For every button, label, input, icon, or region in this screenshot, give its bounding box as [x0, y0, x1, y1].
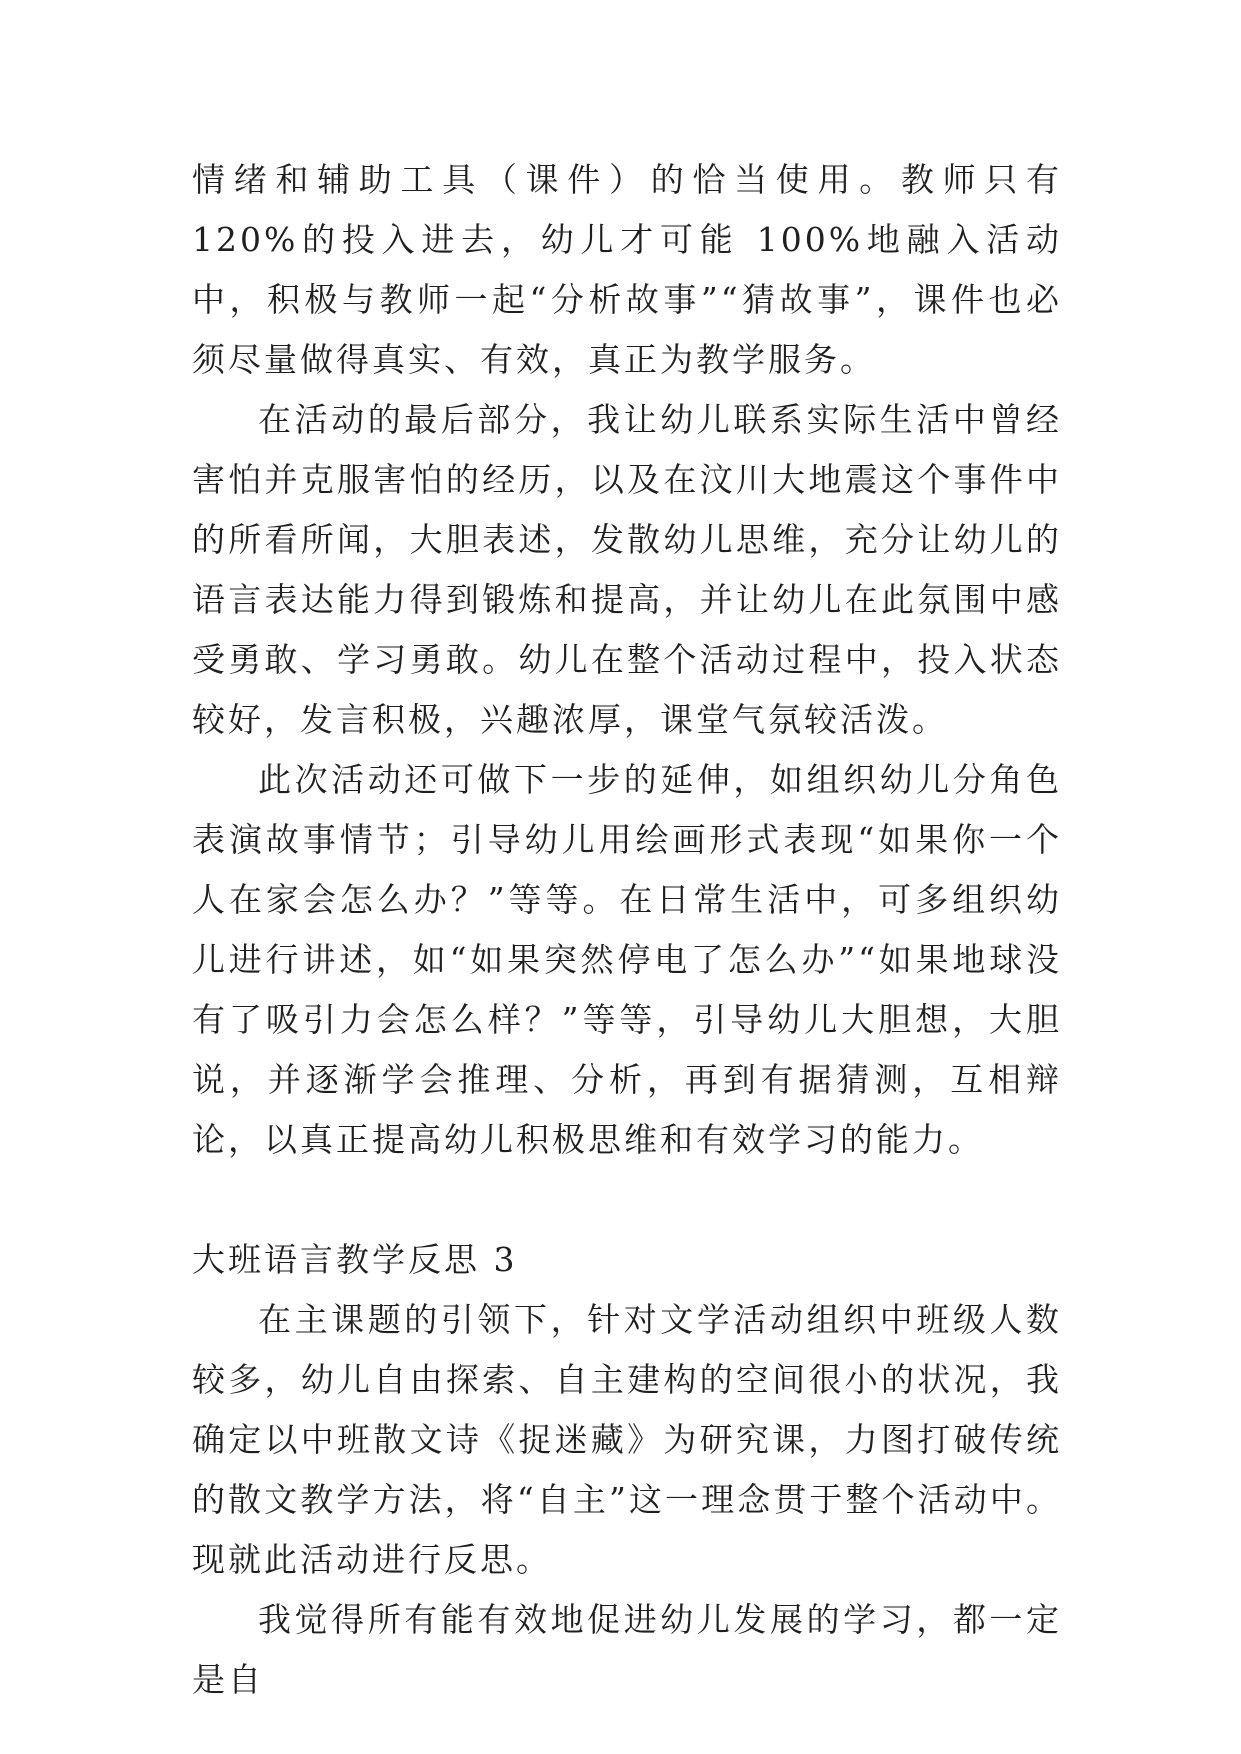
paragraph-truncated: 我觉得所有能有效地促进幼儿发展的学习，都一定是自 [192, 1600, 1062, 1699]
document-body [192, 150, 1062, 1710]
paragraph: 在主课题的引领下，针对文学活动组织中班级人数较多，幼儿自由探索、自主建构的空间很小的状况，我确定以中班散文诗《捉迷藏》为研究课，力图打破传统的散文教学方法，将“自主”这一理念贯于整个活动中。现就此活动进行反思。 [192, 1300, 1062, 1579]
paragraph: 此次活动还可做下一步的延伸，如组织幼儿分角色表演故事情节；引导幼儿用绘画形式表现“如果你一个人在家会怎么办？”等等。在日常生活中，可多组织幼儿进行讲述，如“如果突然停电了怎么办”“如果地球没有了吸引力会怎么样？”等等，引导幼儿大胆想，大胆说，并逐渐学会推理、分析，再到有据猜测，互相辩论，以真正提高幼儿积极思维和有效学习的能力。 [192, 760, 1062, 1159]
paragraph-continuation: 情绪和辅助工具（课件）的恰当使用。教师只有 120%的投入进去，幼儿才可能 100%地融入活动中，积极与教师一起“分析故事”“猜故事”，课件也必须尽量做得真实、有效，真正为教学服务。 [192, 160, 1062, 379]
paragraph: 在活动的最后部分，我让幼儿联系实际生活中曾经害怕并克服害怕的经历，以及在汶川大地震这个事件中的所看所闻，大胆表述，发散幼儿思维，充分让幼儿的语言表达能力得到锻炼和提高，并让幼儿在此氛围中感受勇敢、学习勇敢。幼儿在整个活动过程中，投入状态较好，发言积极，兴趣浓厚，课堂气氛较活泼。 [192, 400, 1062, 739]
section-heading: 大班语言教学反思 3 [192, 1240, 518, 1279]
section-gap [192, 1170, 1062, 1230]
